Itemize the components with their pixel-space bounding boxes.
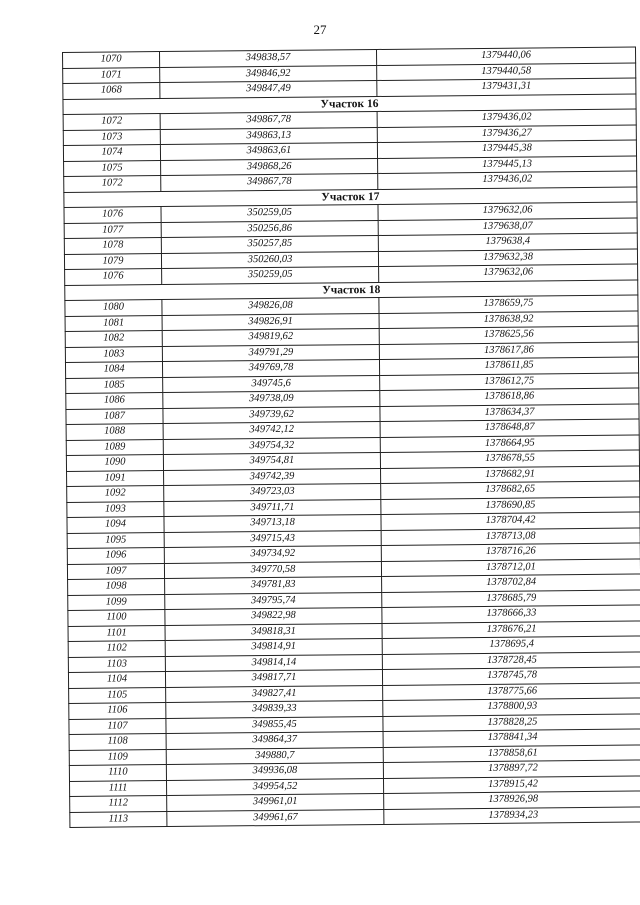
- x-coordinate-cell: 349738,09: [163, 390, 380, 408]
- y-coordinate-cell: 1379638,07: [378, 217, 637, 235]
- point-number-cell: 1068: [63, 83, 160, 99]
- point-number-cell: 1076: [65, 269, 162, 285]
- x-coordinate-cell: 349954,52: [166, 778, 383, 796]
- x-coordinate-cell: 349742,12: [163, 421, 380, 439]
- page-number: 27: [313, 22, 327, 37]
- point-number-cell: 1080: [65, 300, 162, 316]
- y-coordinate-cell: 1378926,98: [384, 791, 640, 809]
- y-coordinate-cell: 1378678,55: [380, 450, 639, 468]
- point-number-cell: 1105: [69, 687, 166, 703]
- point-number-cell: 1074: [63, 145, 160, 161]
- x-coordinate-cell: 349838,57: [160, 49, 377, 67]
- y-coordinate-cell: 1378897,72: [383, 760, 640, 778]
- y-coordinate-cell: 1379440,06: [376, 47, 635, 65]
- x-coordinate-cell: 349781,83: [165, 576, 382, 594]
- y-coordinate-cell: 1379632,06: [378, 202, 637, 220]
- y-coordinate-cell: 1378841,34: [383, 729, 640, 747]
- point-number-cell: 1103: [68, 656, 165, 672]
- point-number-cell: 1113: [70, 811, 167, 827]
- x-coordinate-cell: 349715,43: [164, 530, 381, 548]
- point-number-cell: 1100: [68, 610, 165, 626]
- point-number-cell: 1075: [64, 160, 161, 176]
- point-number-cell: 1092: [67, 486, 164, 502]
- y-coordinate-cell: 1378634,37: [380, 403, 639, 421]
- y-coordinate-cell: 1378775,66: [383, 682, 640, 700]
- point-number-cell: 1076: [64, 207, 161, 223]
- point-number-cell: 1110: [69, 765, 166, 781]
- y-coordinate-cell: 1378716,26: [381, 543, 640, 561]
- point-number-cell: 1106: [69, 703, 166, 719]
- x-coordinate-cell: 349961,67: [167, 809, 384, 827]
- point-number-cell: 1111: [69, 780, 166, 796]
- y-coordinate-cell: 1378828,25: [383, 713, 640, 731]
- point-number-cell: 1071: [63, 67, 160, 83]
- section-title: Участок 18: [65, 279, 638, 300]
- x-coordinate-cell: 350260,03: [161, 251, 378, 269]
- point-number-cell: 1086: [66, 393, 163, 409]
- y-coordinate-cell: 1379638,4: [378, 233, 637, 251]
- point-number-cell: 1093: [67, 501, 164, 517]
- point-number-cell: 1112: [70, 796, 167, 812]
- y-coordinate-cell: 1378745,78: [382, 667, 640, 685]
- y-coordinate-cell: 1378713,08: [381, 527, 640, 545]
- point-number-cell: 1102: [68, 641, 165, 657]
- x-coordinate-cell: 349855,45: [166, 716, 383, 734]
- x-coordinate-cell: 349739,62: [163, 406, 380, 424]
- x-coordinate-cell: 349723,03: [164, 483, 381, 501]
- section-title: Участок 17: [64, 186, 637, 207]
- point-number-cell: 1096: [67, 548, 164, 564]
- y-coordinate-cell: 1378690,85: [381, 496, 640, 514]
- y-coordinate-cell: 1379632,06: [379, 264, 638, 282]
- y-coordinate-cell: 1379445,38: [377, 140, 636, 158]
- x-coordinate-cell: 349827,41: [166, 685, 383, 703]
- x-coordinate-cell: 349814,91: [165, 638, 382, 656]
- point-number-cell: 1088: [66, 424, 163, 440]
- point-number-cell: 1073: [63, 129, 160, 145]
- y-coordinate-cell: 1379436,02: [378, 171, 637, 189]
- y-coordinate-cell: 1378682,65: [381, 481, 640, 499]
- point-number-cell: 1072: [63, 114, 160, 130]
- x-coordinate-cell: 350259,05: [162, 266, 379, 284]
- x-coordinate-cell: 349846,92: [160, 65, 377, 83]
- y-coordinate-cell: 1378712,01: [381, 558, 640, 576]
- section-title: Участок 16: [63, 93, 636, 114]
- y-coordinate-cell: 1378612,75: [380, 372, 639, 390]
- point-number-cell: 1099: [68, 594, 165, 610]
- point-number-cell: 1094: [67, 517, 164, 533]
- x-coordinate-cell: 349745,6: [163, 375, 380, 393]
- x-coordinate-cell: 349754,81: [163, 452, 380, 470]
- x-coordinate-cell: 349867,78: [161, 173, 378, 191]
- y-coordinate-cell: 1378915,42: [383, 775, 640, 793]
- point-number-cell: 1083: [65, 346, 162, 362]
- y-coordinate-cell: 1378702,84: [382, 574, 640, 592]
- y-coordinate-cell: 1378695,4: [382, 636, 640, 654]
- point-number-cell: 1084: [65, 362, 162, 378]
- y-coordinate-cell: 1378728,45: [382, 651, 640, 669]
- point-number-cell: 1097: [67, 563, 164, 579]
- y-coordinate-cell: 1378666,33: [382, 605, 640, 623]
- x-coordinate-cell: 350259,05: [161, 204, 378, 222]
- y-coordinate-cell: 1378625,56: [379, 326, 638, 344]
- x-coordinate-cell: 349754,32: [163, 437, 380, 455]
- y-coordinate-cell: 1378617,86: [379, 341, 638, 359]
- point-number-cell: 1109: [69, 749, 166, 765]
- x-coordinate-cell: 349826,08: [162, 297, 379, 315]
- point-number-cell: 1107: [69, 718, 166, 734]
- y-coordinate-cell: 1379440,58: [377, 62, 636, 80]
- y-coordinate-cell: 1378704,42: [381, 512, 640, 530]
- x-coordinate-cell: 349936,08: [166, 762, 383, 780]
- x-coordinate-cell: 349839,33: [166, 700, 383, 718]
- point-number-cell: 1079: [64, 253, 161, 269]
- y-coordinate-cell: 1378638,92: [379, 310, 638, 328]
- point-number-cell: 1089: [66, 439, 163, 455]
- x-coordinate-cell: 349818,31: [165, 623, 382, 641]
- x-coordinate-cell: 349817,71: [165, 669, 382, 687]
- y-coordinate-cell: 1378664,95: [380, 434, 639, 452]
- x-coordinate-cell: 349770,58: [164, 561, 381, 579]
- point-number-cell: 1070: [63, 52, 160, 68]
- x-coordinate-cell: 349795,74: [165, 592, 382, 610]
- point-number-cell: 1081: [65, 315, 162, 331]
- y-coordinate-cell: 1378676,21: [382, 620, 640, 638]
- y-coordinate-cell: 1379431,31: [377, 78, 636, 96]
- point-number-cell: 1072: [64, 176, 161, 192]
- y-coordinate-cell: 1378800,93: [383, 698, 640, 716]
- point-number-cell: 1090: [66, 455, 163, 471]
- y-coordinate-cell: 1378682,91: [381, 465, 640, 483]
- point-number-cell: 1098: [68, 579, 165, 595]
- x-coordinate-cell: 349742,39: [164, 468, 381, 486]
- y-coordinate-cell: 1378858,61: [383, 744, 640, 762]
- point-number-cell: 1104: [68, 672, 165, 688]
- x-coordinate-cell: 349713,18: [164, 514, 381, 532]
- y-coordinate-cell: 1379436,27: [377, 124, 636, 142]
- y-coordinate-cell: 1378648,87: [380, 419, 639, 437]
- x-coordinate-cell: 349961,01: [167, 793, 384, 811]
- x-coordinate-cell: 349819,62: [162, 328, 379, 346]
- y-coordinate-cell: 1379436,02: [377, 109, 636, 127]
- x-coordinate-cell: 349769,78: [162, 359, 379, 377]
- y-coordinate-cell: 1378685,79: [382, 589, 640, 607]
- x-coordinate-cell: 349867,78: [160, 111, 377, 129]
- coordinates-table-body: [63, 47, 640, 827]
- y-coordinate-cell: 1378611,85: [379, 357, 638, 375]
- x-coordinate-cell: 349826,91: [162, 313, 379, 331]
- point-number-cell: 1087: [66, 408, 163, 424]
- point-number-cell: 1082: [65, 331, 162, 347]
- x-coordinate-cell: 349847,49: [160, 80, 377, 98]
- point-number-cell: 1091: [67, 470, 164, 486]
- x-coordinate-cell: 350257,85: [161, 235, 378, 253]
- x-coordinate-cell: 349734,92: [164, 545, 381, 563]
- y-coordinate-cell: 1379632,38: [378, 248, 637, 266]
- x-coordinate-cell: 349791,29: [162, 344, 379, 362]
- y-coordinate-cell: 1378659,75: [379, 295, 638, 313]
- x-coordinate-cell: 349868,26: [161, 158, 378, 176]
- point-number-cell: 1101: [68, 625, 165, 641]
- y-coordinate-cell: 1378618,86: [380, 388, 639, 406]
- x-coordinate-cell: 349863,13: [160, 127, 377, 145]
- point-number-cell: 1078: [64, 238, 161, 254]
- point-number-cell: 1077: [64, 222, 161, 238]
- point-number-cell: 1108: [69, 734, 166, 750]
- y-coordinate-cell: 1378934,23: [384, 806, 640, 824]
- x-coordinate-cell: 349864,37: [166, 731, 383, 749]
- point-number-cell: 1085: [66, 377, 163, 393]
- x-coordinate-cell: 349863,61: [160, 142, 377, 160]
- x-coordinate-cell: 349822,98: [165, 607, 382, 625]
- coordinates-table: [62, 46, 640, 827]
- x-coordinate-cell: 349711,71: [164, 499, 381, 517]
- x-coordinate-cell: 349814,14: [165, 654, 382, 672]
- y-coordinate-cell: 1379445,13: [378, 155, 637, 173]
- x-coordinate-cell: 350256,86: [161, 220, 378, 238]
- x-coordinate-cell: 349880,7: [166, 747, 383, 765]
- point-number-cell: 1095: [67, 532, 164, 548]
